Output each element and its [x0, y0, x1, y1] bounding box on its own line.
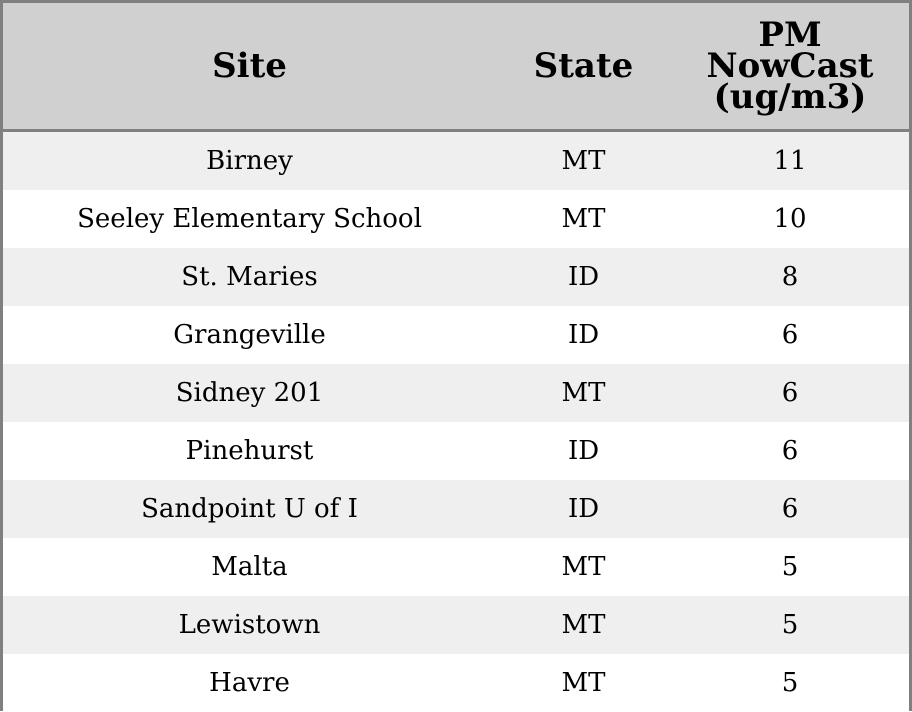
pm-value-cell: 5 — [781, 610, 799, 640]
header-pm-nowcast: PM NowCast (ug/m3) — [706, 14, 874, 117]
pm-value-cell: 6 — [781, 378, 799, 408]
table-header-row — [3, 3, 909, 132]
state-cell: ID — [567, 436, 600, 466]
site-cell: Seeley Elementary School — [77, 204, 422, 234]
state-cell: ID — [567, 320, 600, 350]
state-cell: MT — [561, 146, 606, 176]
pm-value-cell: 5 — [781, 668, 799, 698]
state-cell: MT — [561, 552, 606, 582]
site-cell: Birney — [206, 146, 293, 176]
table-row — [3, 538, 909, 596]
site-cell: Havre — [209, 668, 290, 698]
state-cell: MT — [561, 610, 606, 640]
site-cell: Sidney 201 — [175, 378, 324, 408]
pm-value-cell: 6 — [781, 320, 799, 350]
state-cell: MT — [561, 668, 606, 698]
site-cell: Sandpoint U of I — [141, 494, 358, 524]
pm-value-cell: 6 — [781, 494, 799, 524]
pm-value-cell: 8 — [781, 262, 799, 292]
table-row — [3, 364, 909, 422]
table-row — [3, 422, 909, 480]
pm-value-cell: 10 — [773, 204, 807, 234]
table-body — [3, 132, 909, 712]
table-row — [3, 480, 909, 538]
table-row — [3, 654, 909, 712]
site-cell: St. Maries — [181, 262, 318, 292]
state-cell: MT — [561, 378, 606, 408]
site-cell: Pinehurst — [185, 436, 314, 466]
table-row — [3, 596, 909, 654]
site-cell: Grangeville — [173, 320, 326, 350]
header-state: State — [533, 45, 634, 86]
state-cell: ID — [567, 262, 600, 292]
site-cell: Lewistown — [178, 610, 321, 640]
pm-value-cell: 6 — [781, 436, 799, 466]
site-cell: Malta — [211, 552, 288, 582]
header-site: Site — [212, 45, 287, 86]
table-row — [3, 248, 909, 306]
table-row — [3, 132, 909, 190]
state-cell: ID — [567, 494, 600, 524]
pm-value-cell: 11 — [773, 146, 807, 176]
table-row — [3, 306, 909, 364]
table-row — [3, 190, 909, 248]
state-cell: MT — [561, 204, 606, 234]
pm-value-cell: 5 — [781, 552, 799, 582]
